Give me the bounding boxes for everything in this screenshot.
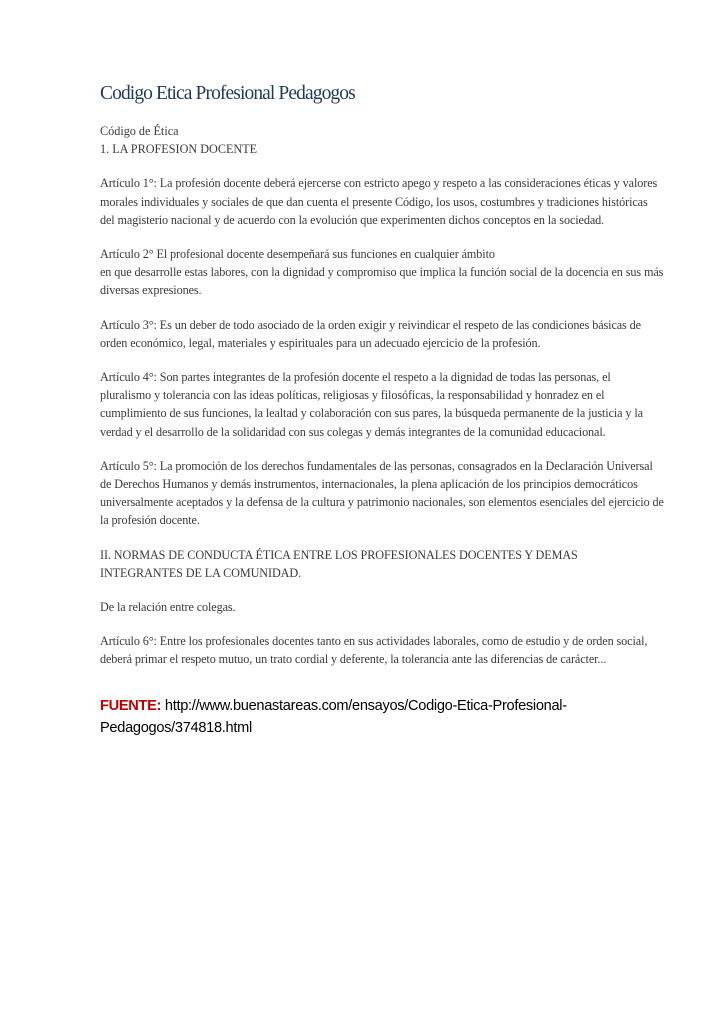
source-link[interactable]: http://www.buenastareas.com/ensayos/Codigo-Etica-Profesional- <box>164 697 567 714</box>
source-citation <box>100 695 632 739</box>
text-line: Artículo 5°: La promoción de los derechos fundamentales de las personas, consagrados en la Declaración Universal <box>100 458 653 473</box>
subsection-heading-line: De la relación entre colegas. <box>100 600 236 615</box>
paragraph-article-6 <box>100 632 648 668</box>
paragraph-article-1 <box>100 174 658 229</box>
subsection-heading <box>100 598 632 616</box>
text-line: de Derechos Humanos y demás instrumentos, internacionales, la plena aplicación de los principios democráticos <box>100 477 638 492</box>
text-line: Artículo 6°: Entre los profesionales docentes tanto en sus actividades laborales, como de estudio y de orden social, <box>100 634 648 649</box>
text-line: deberá primar el respeto mutuo, un trato cordial y deferente, la tolerancia ante las diferencias de carácter... <box>100 652 607 667</box>
text-line: morales individuales y sociales de que dan cuenta el presente Código, los usos, costumbres y tradiciones históricas <box>100 194 648 209</box>
text-line: del magisterio nacional y de acuerdo con la evolución que experimenten dichos conceptos en la sociedad. <box>100 212 605 227</box>
text-line: verdad y el desarrollo de la solidaridad con sus colegas y demás integrantes de la comunidad educacional. <box>100 424 606 439</box>
text-line: Artículo 3°: Es un deber de todo asociado de la orden exigir y reivindicar el respeto de las condiciones básicas de <box>100 317 641 332</box>
paragraph-article-3 <box>100 316 641 352</box>
text-line: Artículo 2° El profesional docente desempeñará sus funciones en cualquier ámbito <box>100 247 495 262</box>
document-page <box>100 82 664 739</box>
section-heading-line: INTEGRANTES DE LA COMUNIDAD. <box>100 565 301 580</box>
section-heading: 1. LA PROFESION DOCENTE <box>100 142 258 157</box>
paragraph-article-5 <box>100 457 664 530</box>
document-title: Codigo Etica Profesional Pedagogos <box>100 83 355 104</box>
text-line: la profesión docente. <box>100 513 200 528</box>
text-line: cumplimiento de sus funciones, la lealtad y colaboración con sus pares, la búsqueda permanente de la justicia y la <box>100 406 643 421</box>
source-label: FUENTE: <box>100 697 162 714</box>
text-line: Artículo 1°: La profesión docente deberá ejercerse con estricto apego y respeto a las consideraciones éticas y valores <box>100 176 658 191</box>
text-line: en que desarrolle estas labores, con la dignidad y compromiso que implica la función social de la docencia en sus más <box>100 265 664 280</box>
text-line: Artículo 4°: Son partes integrantes de la profesión docente el respeto a la dignidad de todas las personas, el <box>100 370 611 385</box>
paragraph-article-2 <box>100 245 664 300</box>
text-line: universalmente aceptados y la defensa de la cultura y patrimonio nacionales, son elementos esenciales del ejercicio de <box>100 495 664 510</box>
document-header <box>100 122 632 158</box>
text-line: orden económico, legal, materiales y espirituales para un adecuado ejercicio de la profesión. <box>100 335 541 350</box>
section-heading-line: II. NORMAS DE CONDUCTA ÉTICA ENTRE LOS PROFESIONALES DOCENTES Y DEMAS <box>100 547 578 562</box>
text-line: pluralismo y tolerancia con las ideas políticas, religiosas y filosóficas, la responsabilidad y honradez en el <box>100 388 605 403</box>
text-line: diversas expresiones. <box>100 283 202 298</box>
paragraph-article-4 <box>100 368 643 441</box>
section-heading-normas <box>100 546 632 582</box>
source-link-continuation[interactable]: Pedagogos/374818.html <box>100 719 252 736</box>
header-line: Código de Ética <box>100 124 179 138</box>
